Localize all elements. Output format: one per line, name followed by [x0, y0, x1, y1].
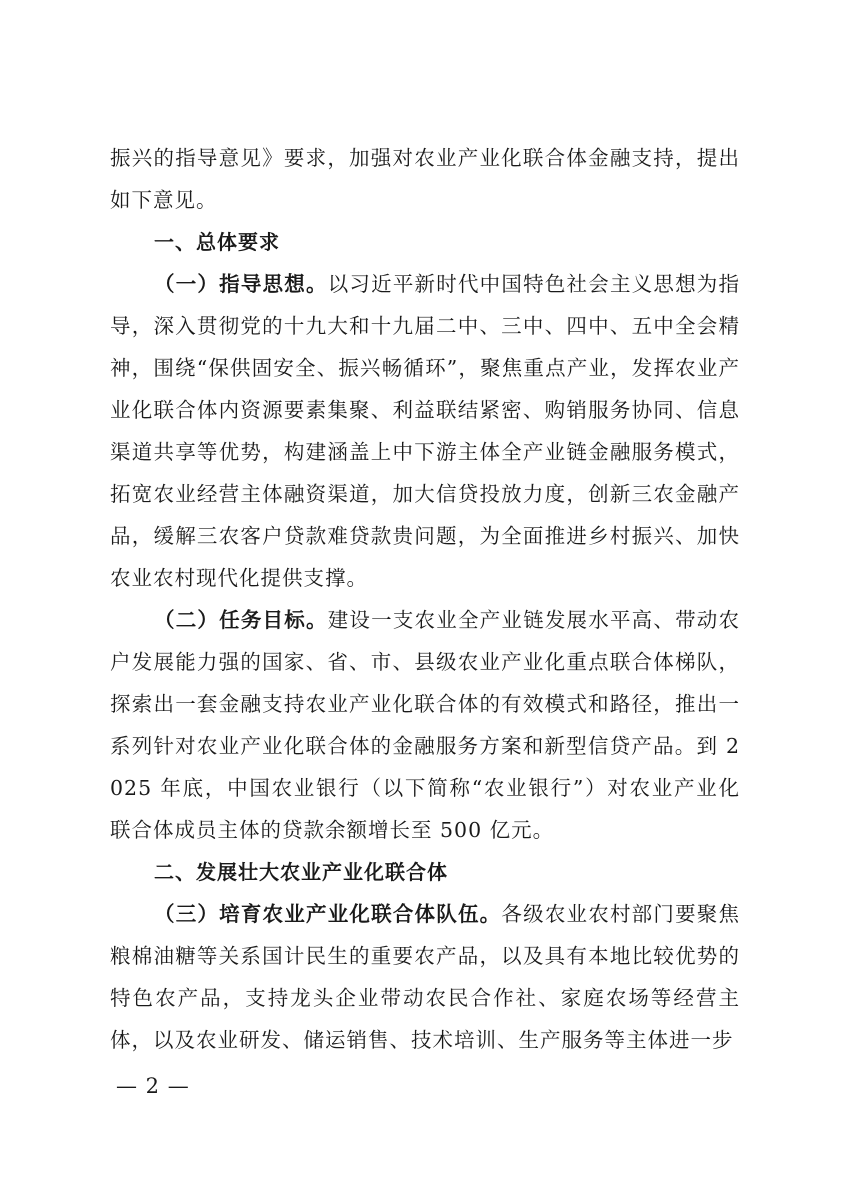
section-heading-1: 一、总体要求: [154, 230, 280, 254]
paragraph-lead: （三）培育农业产业化联合体队伍。: [154, 902, 502, 926]
paragraph-lead: （一）指导思想。: [154, 272, 328, 296]
paragraph-cultivate-teams: [110, 893, 740, 1061]
intro-paragraph: 振兴的指导意见》要求，加强对农业产业化联合体金融支持，提出如下意见。: [110, 146, 740, 212]
paragraph-task-goals: [110, 599, 740, 851]
paragraph-text: 以习近平新时代中国特色社会主义思想为指导，深入贯彻党的十九大和十九届二中、三中、四中、五中全会精神，围绕“保供固安全、振兴畅循环”，聚焦重点产业，发挥农业产业化联合体内资源要素集聚、利益联结紧密、购销服务协同、信息渠道共享等优势，构建涵盖上中下游主体全产业链金融服务模式，拓宽农业经营主体融资渠道，加大信贷投放力度，创新三农金融产品，缓解三农客户贷款难贷款贵问题，为全面推进乡村振兴、加快农业农村现代化提供支撑。: [110, 272, 741, 590]
paragraph-guiding-ideology: [110, 263, 740, 599]
paragraph-text: 建设一支农业全产业链发展水平高、带动农户发展能力强的国家、省、市、县级农业产业化重点联合体梯队，探索出一套金融支持农业产业化联合体的有效模式和路径，推出一系列针对农业产业化联合体的金融服务方案和新型信贷产品。到 2025 年底，中国农业银行（以下简称“农业银行”）对农业产业化联合体成员主体的贷款余额增长至 500 亿元。: [110, 608, 741, 842]
section-heading-2: 二、发展壮大农业产业化联合体: [154, 860, 448, 884]
document-body: [110, 137, 740, 1061]
page-number: — 2 —: [116, 1074, 190, 1098]
paragraph-lead: （二）任务目标。: [154, 608, 328, 632]
paragraph-text: 各级农业农村部门要聚焦粮棉油糖等关系国计民生的重要农产品，以及具有本地比较优势的特色农产品，支持龙头企业带动农民合作社、家庭农场等经营主体，以及农业研发、储运销售、技术培训、生产服务等主体进一步: [110, 902, 741, 1052]
